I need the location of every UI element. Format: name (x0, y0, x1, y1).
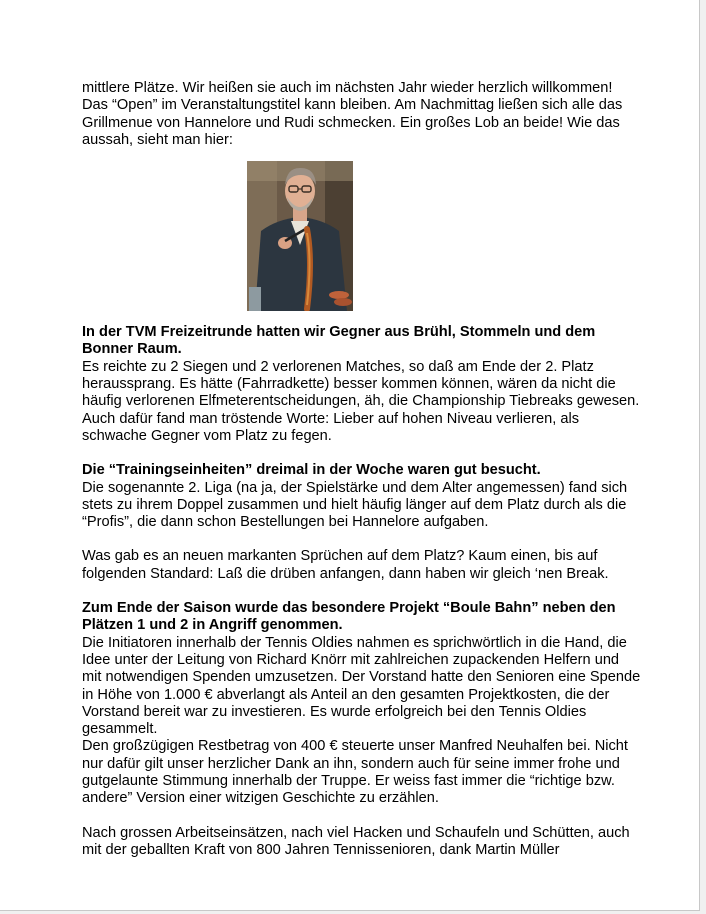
paragraph-boule-bahn-1: Die Initiatoren innerhalb der Tennis Oldies nahmen es sprichwörtlich in die Hand, die Idee unter der Leitung von Richard Knörr mit zahlreichen zupackenden Helfern und mit notwendigen Spenden umzusetzen. Der Vorstand hatte den Senioren eine Spende in Höhe von 1.000 € abverlangt als Anteil an den gesamten Projektkosten, die der Vorstand bereit war zu investieren. Es wurde erfolgreich bei den Tennis Oldies gesammelt. (82, 634, 641, 738)
paragraph-sprueche: Was gab es an neuen markanten Sprüchen auf dem Platz? Kaum einen, bis auf folgenden Standard: Laß die drüben anfangen, dann haben wir gleich ‘nen Break. (82, 548, 609, 582)
section-heading-training: Die “Trainingseinheiten” dreimal in der Woche waren gut besucht. (82, 462, 541, 479)
intro-paragraph: mittlere Plätze. Wir heißen sie auch im nächsten Jahr wieder herzlich willkommen! Das “Open” im Veranstaltungstitel kann bleiben. Am Nachmittag ließen sich alle das Grillmenue von Hannelore und Rudi schmecken. Ein großes Lob an beide! Wie das aussah, sieht man hier: (82, 80, 623, 148)
grill-photo-drawing (247, 161, 353, 311)
section-heading-freizeitrunde: In der TVM Freizeitrunde hatten wir Gegner aus Brühl, Stommeln und dem Bonner Raum. (82, 324, 596, 358)
section-heading-boule-bahn: Zum Ende der Saison wurde das besondere Projekt “Boule Bahn” neben den Plätzen 1 und 2 in Angriff genommen. (82, 600, 616, 634)
paragraph-spacer (82, 445, 642, 462)
paragraph-spacer (82, 808, 642, 825)
paragraph-spacer (82, 531, 642, 548)
document-body (82, 80, 642, 859)
paragraph-arbeitseinsaetze: Nach grossen Arbeitseinsätzen, nach viel Hacken und Schaufeln und Schütten, auch mit der geballten Kraft von 800 Jahren Tennissenioren, dank Martin Müller (82, 824, 630, 858)
grill-photo (247, 161, 353, 311)
paragraph-boule-bahn-2: Den großzügigen Restbetrag von 400 € steuerte unser Manfred Neuhalfen bei. Nicht nur dafür gilt unser herzlicher Dank an ihn, sondern auch für seine immer frohe und gutgelaunte Stimmung innerhalb der Truppe. Er weiss fast immer die “richtige bzw. andere” Version einer witzigen Geschichte zu erzählen. (82, 738, 628, 807)
paragraph-freizeitrunde: Es reichte zu 2 Siegen und 2 verlorenen Matches, so daß am Ende der 2. Platz heraussprang. Es hätte (Fahrradkette) besser kommen können, wären da nicht die häufig verlorenen Elfmeterentscheidungen, äh, die Championship Tiebreaks gewesen. Auch dafür fand man tröstende Worte: Lieber auf hohen Niveau verlieren, als schwache Gegner vom Platz zu fegen. (82, 358, 640, 444)
paragraph-spacer (82, 583, 642, 600)
paragraph-training: Die sogenannte 2. Liga (na ja, der Spielstärke und dem Alter angemessen) fand sich stets zu ihrem Doppel zusammen und hielt häufig länger auf dem Platz durch als die “Profis”, die dann schon Bestellungen bei Hannelore aufgaben. (82, 479, 628, 531)
